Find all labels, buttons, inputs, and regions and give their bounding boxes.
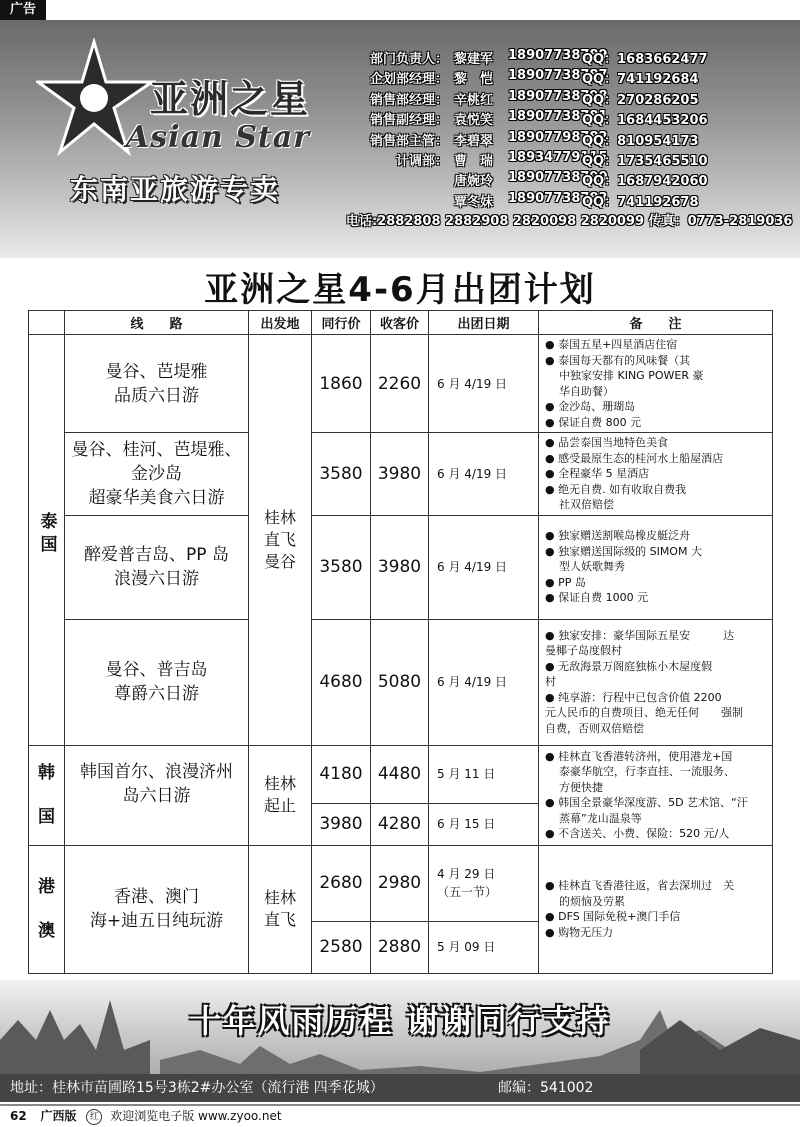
note-line: ● 独家赠送割喉岛橡皮艇泛舟 <box>545 529 691 543</box>
slogan: 十年风雨历程 谢谢同行支持 <box>189 1002 611 1040</box>
note-line: ● 不含送关、小费、保险：520 元/人 <box>545 827 730 840</box>
notes-cell <box>539 515 773 619</box>
header-cell: 备 注 <box>539 311 773 335</box>
edition-label: 广西版 <box>40 1109 77 1123</box>
route-line: 曼谷、普吉岛 <box>105 660 208 680</box>
departure-date: 6 月 15 日 <box>437 817 496 831</box>
contact-row <box>330 191 800 211</box>
contact-name: 辛桃红 <box>454 92 494 108</box>
contact-row <box>330 109 800 129</box>
brand-name-en: Asian Star <box>126 120 311 155</box>
contact-phone: 18907738789 <box>508 48 608 63</box>
contact-row <box>330 89 800 109</box>
route-line: 海+迪五日纯玩游 <box>89 911 224 931</box>
contact-phone: 18934779115 <box>508 149 608 165</box>
region-label: 泰国 <box>36 511 57 558</box>
note-line: ● DFS 国际免税+澳门手信 <box>545 910 681 923</box>
departure-line: 直飞 <box>263 910 296 929</box>
contact-name: 曹 瑞 <box>454 153 494 169</box>
contact-phone: 18907738783 <box>508 190 608 206</box>
contact-phone: 18907798782 <box>508 129 608 145</box>
note-line: ● 全程豪华 5 星酒店 <box>545 467 650 480</box>
contact-qq: QQ：1735465510 <box>582 153 708 169</box>
departure-date-note: （五一节） <box>437 885 498 899</box>
peer-price: 3580 <box>312 515 371 619</box>
retail-price: 4480 <box>371 745 429 803</box>
retail-price: 2880 <box>371 921 429 973</box>
contact-name: 覃冬妹 <box>454 194 494 210</box>
notes-cell <box>539 335 773 433</box>
ad-label: 广告 <box>0 0 46 20</box>
table-row <box>29 745 773 803</box>
peer-price: 3980 <box>312 803 371 845</box>
note-line: ● 无敌海景万阁庭独栋小木屋度假 <box>545 659 713 673</box>
route-line: 浪漫六日游 <box>114 569 199 589</box>
note-line: ● 保证自费 800 元 <box>545 415 642 429</box>
route-line: 韩国首尔、浪漫济州 <box>80 761 233 782</box>
contact-row <box>330 150 800 170</box>
table-row <box>29 619 773 745</box>
contact-qq: QQ：1684453206 <box>582 113 708 129</box>
contact-phone: 18907738781 <box>508 109 608 125</box>
contact-qq: QQ：741192684 <box>582 72 699 88</box>
page-number: 62 <box>10 1109 27 1123</box>
header-cell: 出团日期 <box>429 311 539 335</box>
route-cell <box>65 335 249 433</box>
header-cell: 线 路 <box>65 311 249 335</box>
route-cell <box>65 745 249 845</box>
peer-price: 4180 <box>312 745 371 803</box>
notes-cell <box>539 619 773 745</box>
region-label: 国 <box>38 807 55 827</box>
header-banner <box>0 20 800 258</box>
retail-price: 5080 <box>371 619 429 745</box>
note-line: ● 韩国全景豪华深度游、5D 艺术馆、“汗 <box>545 796 748 809</box>
notes-cell <box>539 433 773 516</box>
contact-qq: QQ：810954173 <box>582 133 699 149</box>
retail-price: 3980 <box>371 433 429 516</box>
contact-name: 黎 恺 <box>454 72 494 88</box>
note-line: ● 感受最原生态的桂河水上船屋酒店 <box>545 451 724 465</box>
contact-row <box>330 130 800 150</box>
note-line: ● 桂林直飞香港转济州，使用港龙+国 <box>545 749 733 763</box>
note-line: 元人民币的自费项目、绝无任何 强制 <box>545 706 743 720</box>
note-line: ● 桂林直飞香港往返，省去深圳过 关 <box>545 879 735 892</box>
date-cell <box>429 803 539 845</box>
note-line: ● 品尝泰国当地特色美食 <box>545 436 669 449</box>
note-line: 型人妖歌舞秀 <box>559 560 625 574</box>
header-cell: 同行价 <box>312 311 371 335</box>
departure-date: 6 月 4/19 日 <box>437 466 508 481</box>
contact-phone: 18907738798 <box>508 88 608 104</box>
contact-name: 唐婉玲 <box>454 174 494 190</box>
note-line: ● PP 岛 <box>545 575 586 589</box>
contact-phone: 18907738787 <box>508 68 608 84</box>
departure-date: 6 月 4/19 日 <box>437 376 508 391</box>
address-bar <box>0 1074 800 1102</box>
contact-role: 销售部主管： <box>369 133 448 149</box>
region-cell <box>29 845 65 973</box>
notes-cell <box>539 845 773 973</box>
contact-name: 李碧翠 <box>454 133 494 149</box>
contact-list <box>330 48 800 211</box>
route-line: 超豪华美食六日游 <box>88 487 225 508</box>
date-cell <box>429 845 539 921</box>
table-row <box>29 845 773 921</box>
table-row <box>29 433 773 516</box>
departure-date: 5 月 09 日 <box>437 940 496 954</box>
note-line: 村 <box>545 675 556 689</box>
note-line: 社双倍赔偿 <box>559 498 614 511</box>
date-cell <box>429 515 539 619</box>
note-line: 蒸幕”龙山温泉等 <box>559 811 642 825</box>
header-cell: 出发地 <box>249 311 312 335</box>
header-cell: 收客价 <box>371 311 429 335</box>
site-link[interactable]: 欢迎浏览电子版 www.zyoo.net <box>110 1109 282 1123</box>
brand-tagline: 东南亚旅游专卖 <box>70 173 281 206</box>
departure-cell <box>249 745 312 845</box>
note-line: ● 购物无压力 <box>545 925 614 939</box>
contact-qq: QQ：741192678 <box>582 194 699 210</box>
peer-price: 3580 <box>312 433 371 516</box>
region-label: 澳 <box>38 921 55 941</box>
address-text: 地址：桂林市苗圃路15号3栋2#办公室（流行港 四季花城） <box>10 1080 384 1096</box>
table-row <box>29 335 773 433</box>
date-cell <box>429 335 539 433</box>
postcode: 邮编：541002 <box>498 1080 594 1096</box>
route-line: 金沙岛 <box>131 463 182 484</box>
note-line: ● 独家安排：豪华国际五星安 达 <box>545 628 735 642</box>
date-cell <box>429 745 539 803</box>
route-line: 香港、澳门 <box>114 887 199 907</box>
contact-qq: QQ：1683662477 <box>582 52 708 67</box>
retail-price: 2980 <box>371 845 429 921</box>
departure-date: 6 月 4/19 日 <box>437 675 508 689</box>
contact-role: 部门负责人： <box>369 52 448 67</box>
peer-price: 1860 <box>312 335 371 433</box>
departure-line: 曼谷 <box>263 551 296 571</box>
note-line: ● 泰国每天都有的风味餐（其 <box>545 353 691 367</box>
note-line: 方便快捷 <box>559 780 603 794</box>
note-line: 泰豪华航空，行李直挂、一流服务、 <box>559 765 735 778</box>
page-footer <box>0 1104 800 1127</box>
table-header-row <box>29 311 773 335</box>
peer-price: 2680 <box>312 845 371 921</box>
note-line: ● 纯享游：行程中已包含价值 2200 <box>545 690 722 704</box>
note-line: ● 金沙岛、珊瑚岛 <box>545 400 636 413</box>
contact-name: 袁悦笑 <box>454 113 494 129</box>
route-line: 曼谷、桂河、芭堤雅、 <box>71 439 242 460</box>
departure-line: 桂林 <box>263 888 296 907</box>
departure-date: 6 月 4/19 日 <box>437 560 508 574</box>
route-cell <box>65 845 249 973</box>
peer-price: 4680 <box>312 619 371 745</box>
retail-price: 3980 <box>371 515 429 619</box>
note-line: 曼椰子岛度假村 <box>545 644 622 658</box>
contact-phone: 18907738790 <box>508 170 608 186</box>
note-line: ● 泰国五星+四星酒店住宿 <box>545 338 678 351</box>
note-line: 自费，否则双倍赔偿 <box>545 721 644 735</box>
route-cell <box>65 619 249 745</box>
route-cell <box>65 433 249 516</box>
header-cell <box>29 311 65 335</box>
route-line: 尊爵六日游 <box>114 684 199 704</box>
route-line: 品质六日游 <box>114 385 199 406</box>
route-cell <box>65 515 249 619</box>
departure-cell <box>249 335 312 746</box>
departure-date: 5 月 11 日 <box>437 767 496 781</box>
contact-role: 计调部： <box>395 153 448 169</box>
note-line: 的烦恼及劳累 <box>559 894 625 908</box>
route-line: 岛六日游 <box>122 785 191 806</box>
contact-role: 销售副经理： <box>369 113 448 129</box>
contact-row <box>330 68 800 88</box>
contact-qq: QQ：1687942060 <box>582 174 708 190</box>
table-row <box>29 515 773 619</box>
note-line: ● 独家赠送国际级的 SIMOM 大 <box>545 544 702 558</box>
contact-row <box>330 170 800 190</box>
tour-schedule-table <box>28 310 773 974</box>
departure-date: 4 月 29 日 <box>437 867 496 881</box>
note-line: ● 绝无自费. 如有收取自费我 <box>545 482 687 496</box>
phone-fax-line: 电话:2882808 2882908 2820098 2820099 传真：0773-2819036 <box>346 214 793 229</box>
date-cell <box>429 433 539 516</box>
peer-price: 2580 <box>312 921 371 973</box>
note-line: 华自助餐） <box>559 384 614 398</box>
note-line: 中独家安排 KING POWER 豪 <box>559 369 704 382</box>
retail-price: 4280 <box>371 803 429 845</box>
date-cell <box>429 619 539 745</box>
retail-price: 2260 <box>371 335 429 433</box>
region-cell <box>29 335 65 746</box>
notes-cell <box>539 745 773 845</box>
contact-name: 黎建军 <box>454 52 494 67</box>
page-title: 亚洲之星4-6月出团计划 <box>204 270 596 310</box>
date-cell <box>429 921 539 973</box>
departure-line: 起止 <box>263 796 296 815</box>
contact-qq: QQ：270286205 <box>582 92 699 108</box>
route-line: 醉爱普吉岛、PP 岛 <box>84 545 229 565</box>
departure-cell <box>249 845 312 973</box>
red-badge-icon: 红 <box>86 1109 102 1125</box>
route-line: 曼谷、芭堤雅 <box>105 361 208 382</box>
departure-line: 直飞 <box>263 529 296 549</box>
departure-line: 桂林 <box>263 774 296 793</box>
departure-line: 桂林 <box>263 507 296 527</box>
region-label: 韩 <box>38 763 55 783</box>
contact-role: 销售部经理： <box>369 92 448 108</box>
brand-name-cn: 亚洲之星 <box>150 76 311 121</box>
region-cell <box>29 745 65 845</box>
region-label: 港 <box>38 877 55 897</box>
contact-role: 企划部经理： <box>369 72 448 88</box>
contact-row <box>330 48 800 68</box>
note-line: ● 保证自费 1000 元 <box>545 591 649 605</box>
